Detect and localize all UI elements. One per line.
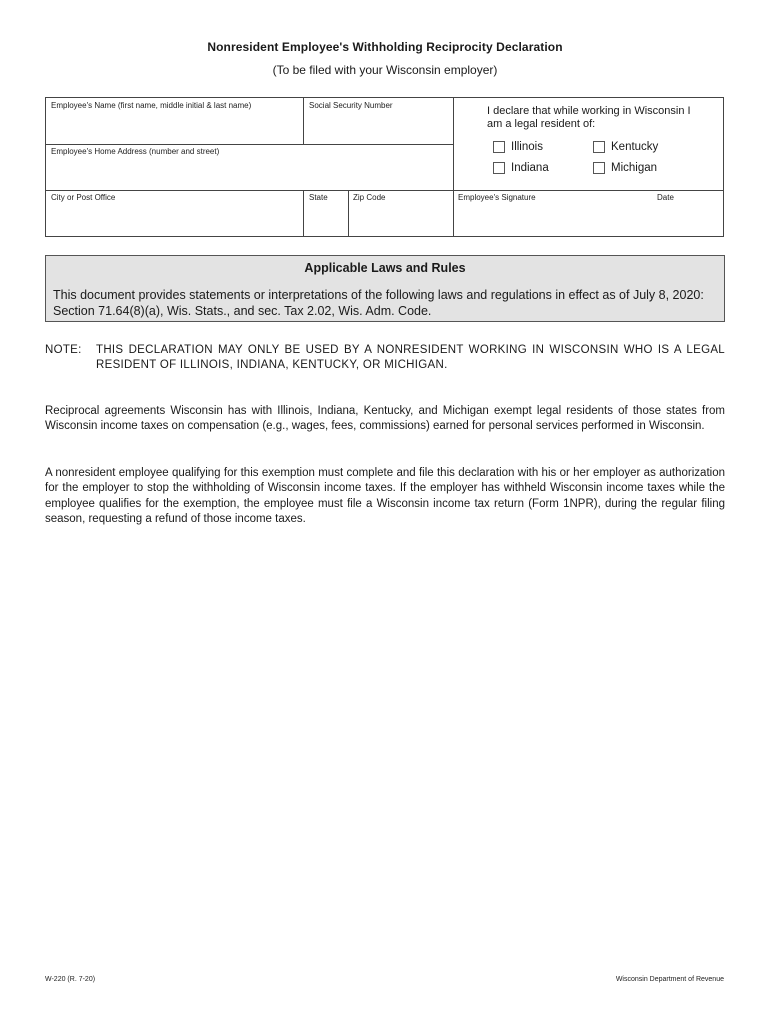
checkbox-square[interactable]	[593, 162, 605, 174]
document-subtitle: (To be filed with your Wisconsin employer)	[272, 63, 498, 77]
city-label: City or Post Office	[51, 193, 116, 202]
date-label: Date	[657, 193, 674, 202]
reciprocal-agreements-paragraph: Reciprocal agreements Wisconsin has with Illinois, Indiana, Kentucky, and Michigan exempt legal residents of those states from Wisconsin income taxes on compensation (e.g., wages, fees, commissions) earned for personal services performed in Wisconsin.	[45, 405, 725, 433]
residency-declaration-text: I declare that while working in Wisconsin I am a legal resident of:	[487, 105, 691, 130]
note-label: NOTE:	[45, 344, 82, 356]
checkbox-square[interactable]	[493, 162, 505, 174]
checkbox-square[interactable]	[593, 141, 605, 153]
state-field[interactable]	[304, 191, 348, 236]
zip-field[interactable]	[349, 191, 453, 236]
signature-field[interactable]	[454, 191, 723, 236]
kentucky-checkbox[interactable]	[593, 141, 658, 153]
department-name: Wisconsin Department of Revenue	[615, 976, 724, 983]
declaration-form	[45, 97, 724, 237]
checkbox-square[interactable]	[493, 141, 505, 153]
ssn-field[interactable]	[304, 98, 453, 144]
kentucky-label: Kentucky	[611, 141, 659, 153]
ssn-label: Social Security Number	[309, 101, 393, 110]
illinois-label: Illinois	[511, 141, 543, 153]
city-field[interactable]	[46, 191, 303, 236]
employee-name-field[interactable]	[46, 98, 303, 144]
document-title: Nonresident Employee's Withholding Reciprocity Declaration	[207, 40, 563, 54]
illinois-checkbox[interactable]	[493, 141, 543, 153]
exemption-paragraph: A nonresident employee qualifying for this exemption must complete and file this declaration with his or her employer as authorization for the employer to stop the withholding of Wisconsin income taxes. If the employer has withheld Wisconsin income taxes while the employee qualifies for the exemption, the employee must file a Wisconsin income tax return (Form 1NPR), during the regular filing season, requesting a refund of those income taxes.	[45, 467, 725, 525]
signature-label: Employee's Signature	[458, 193, 536, 202]
applicable-laws-box	[45, 255, 725, 322]
note-text: THIS DECLARATION MAY ONLY BE USED BY A NONRESIDENT WORKING IN WISCONSIN WHO IS A LEGAL RESIDENT OF ILLINOIS, INDIANA, KENTUCKY, OR MICHIGAN.	[96, 344, 725, 371]
michigan-checkbox[interactable]	[593, 162, 657, 174]
applicable-laws-heading: Applicable Laws and Rules	[304, 261, 466, 275]
zip-label: Zip Code	[353, 193, 386, 202]
indiana-checkbox[interactable]	[493, 162, 549, 174]
applicable-laws-text: This document provides statements or interpretations of the following laws and regulations in effect as of July 8, 2020: Section 71.64(8)(a), Wis. Stats., and sec. Tax 2.02, Wis. Adm. Code.	[53, 288, 704, 318]
home-address-field[interactable]	[46, 145, 453, 190]
michigan-label: Michigan	[611, 162, 658, 174]
employee-name-label: Employee's Name (first name, middle initial & last name)	[51, 101, 252, 110]
home-address-label: Employee's Home Address (number and street)	[51, 147, 220, 156]
state-label: State	[309, 193, 328, 202]
indiana-label: Indiana	[511, 162, 549, 174]
form-number: W-220 (R. 7-20)	[45, 976, 96, 983]
